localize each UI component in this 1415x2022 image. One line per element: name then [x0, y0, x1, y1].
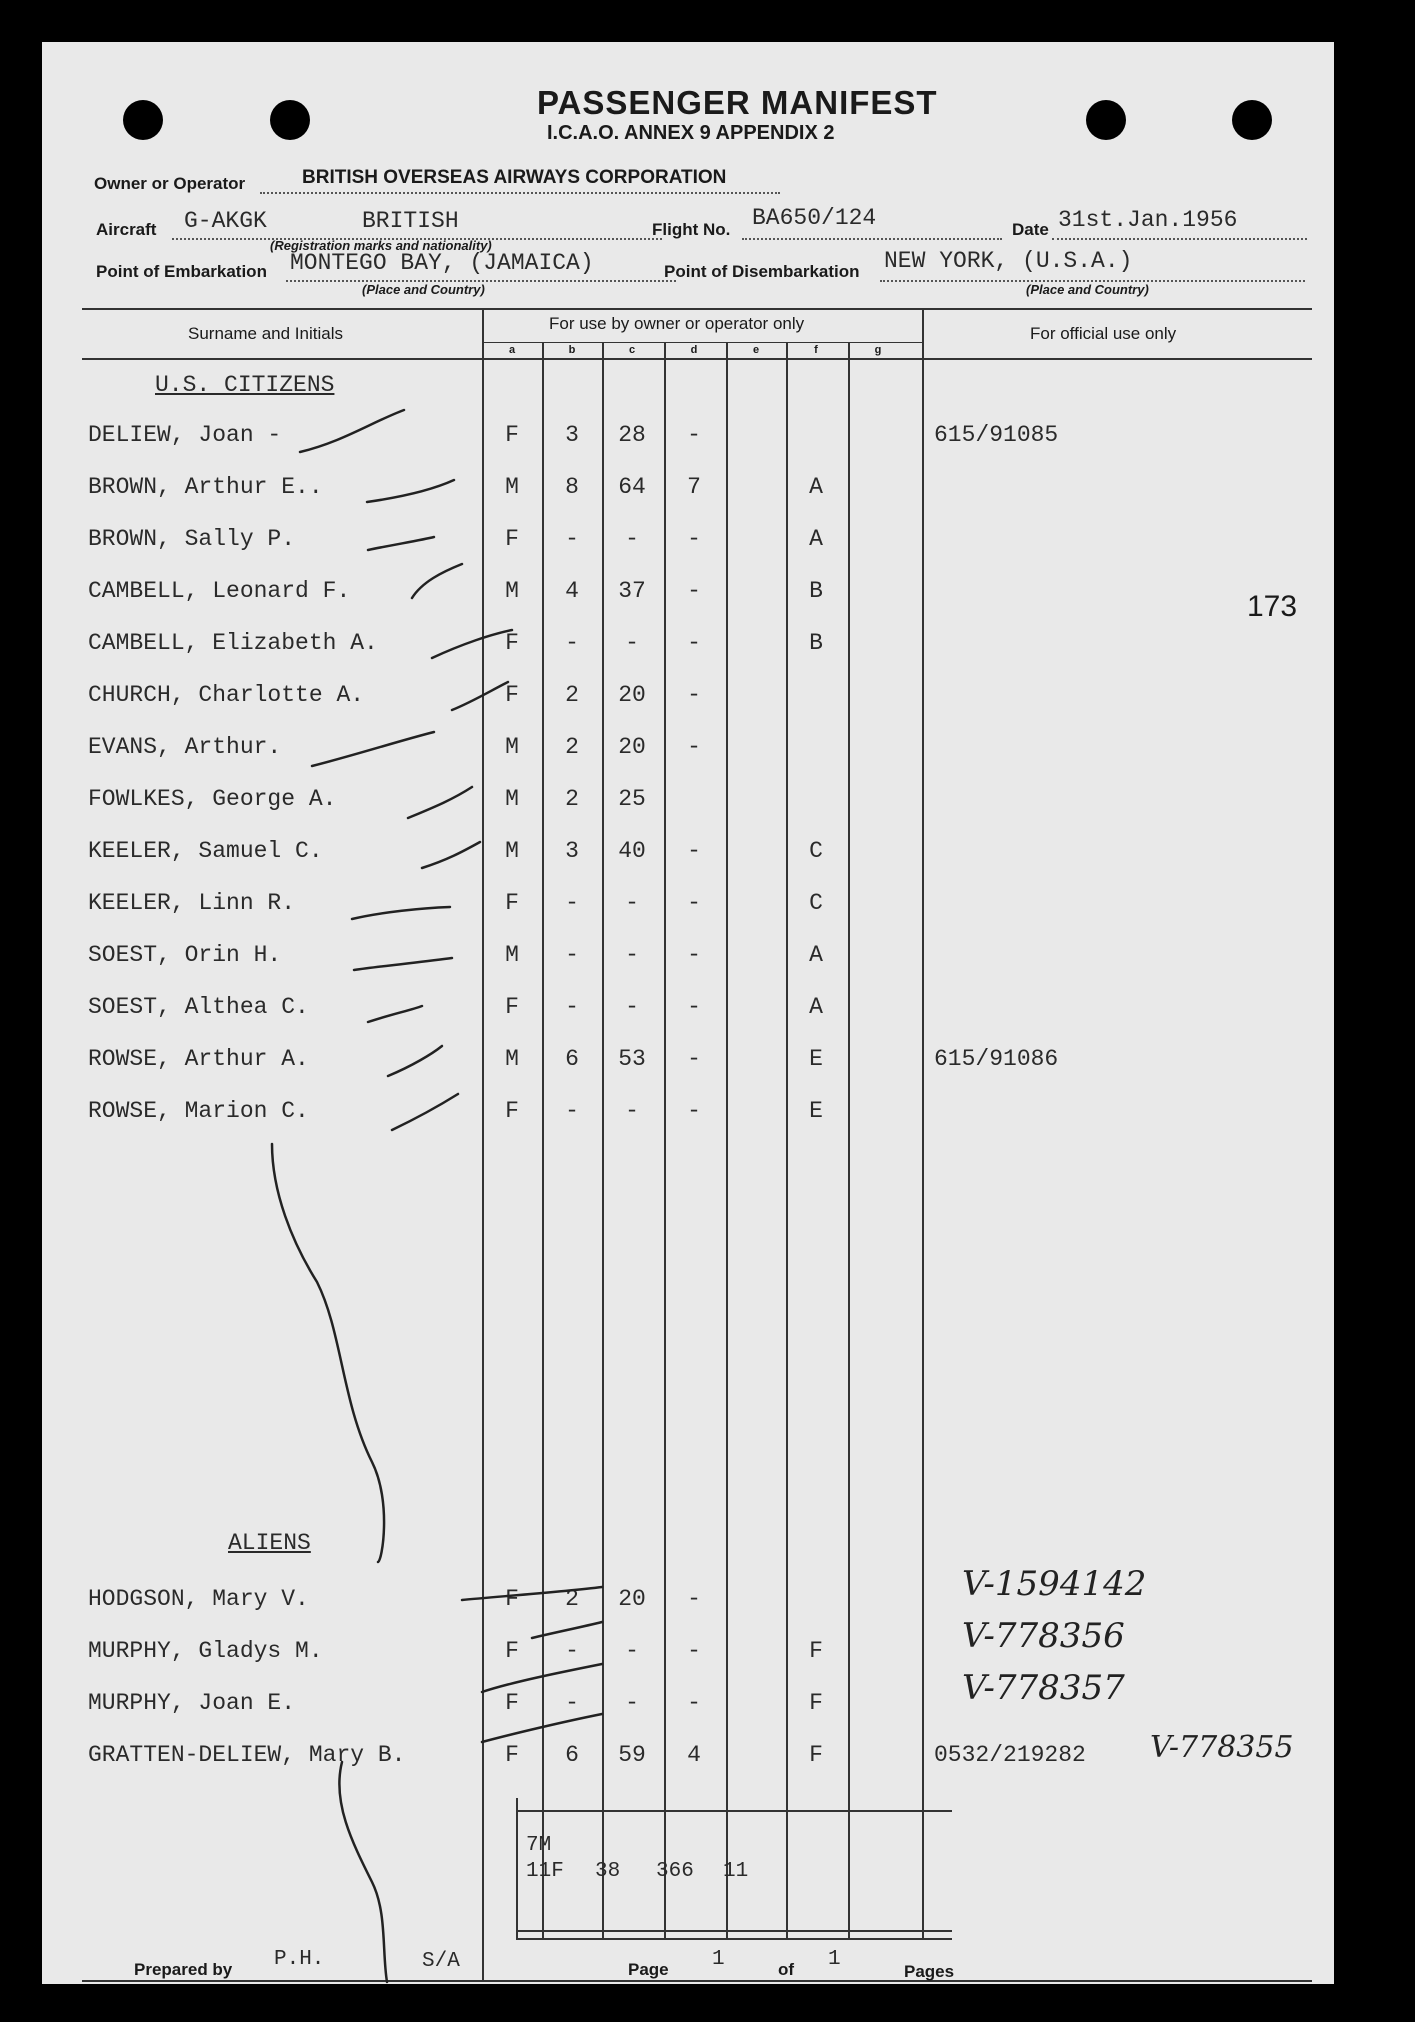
cell-c: - [625, 630, 639, 656]
cell-f: E [809, 1046, 823, 1072]
cell-c: 25 [618, 786, 646, 812]
cell-a: F [505, 1638, 519, 1664]
cell-b: 6 [565, 1046, 579, 1072]
cell-a: F [505, 1742, 519, 1768]
cell-a: F [505, 526, 519, 552]
flight-label: Flight No. [652, 220, 731, 239]
tick-mark-10 [352, 907, 450, 919]
cell-a: M [505, 474, 519, 500]
cell-d: - [687, 1046, 701, 1072]
aircraft-nationality: BRITISH [362, 208, 459, 234]
prepared-label: Prepared by [134, 1960, 233, 1979]
passenger-name: HODGSON, Mary V. [88, 1586, 309, 1612]
cell-c: 20 [618, 682, 646, 708]
of-label: of [778, 1960, 795, 1979]
cell-b: - [565, 526, 579, 552]
cell-d: 7 [687, 474, 701, 500]
disembark-note: (Place and Country) [1026, 282, 1149, 297]
cell-a: M [505, 578, 519, 604]
cell-c: - [625, 1638, 639, 1664]
cell-b: - [565, 1638, 579, 1664]
cell-b: 6 [565, 1742, 579, 1768]
tick-mark-9 [422, 842, 480, 868]
column-letter-c: c [628, 344, 636, 356]
cell-c: - [625, 1098, 639, 1124]
aircraft-note: (Registration marks and nationality) [270, 238, 492, 253]
cell-d: - [687, 734, 701, 760]
cell-f: A [809, 474, 823, 500]
cell-d: - [687, 1586, 701, 1612]
total-b: 38 [595, 1860, 621, 1883]
cell-c: 20 [618, 734, 646, 760]
cell-a: M [505, 942, 519, 968]
cell-a: F [505, 1690, 519, 1716]
date-label: Date [1012, 220, 1049, 239]
cell-c: - [625, 942, 639, 968]
disembark-label: Point of Disembarkation [664, 262, 860, 281]
total-d: 11 [723, 1860, 749, 1883]
passenger-name: MURPHY, Gladys M. [88, 1638, 323, 1664]
column-letter-f: f [814, 344, 818, 356]
cell-b: 4 [565, 578, 579, 604]
embark-note: (Place and Country) [362, 282, 485, 297]
strike-alien-1 [462, 1587, 602, 1600]
cell-c: 64 [618, 474, 646, 500]
bracket-curve-us [272, 1144, 384, 1562]
tick-mark-11 [354, 958, 452, 970]
page-value: 1 [712, 1948, 725, 1971]
passenger-name: MURPHY, Joan E. [88, 1690, 296, 1716]
tick-mark-3 [368, 537, 434, 550]
passenger-name: KEELER, Samuel C. [88, 838, 323, 864]
official-ref: 615/91085 [934, 422, 1059, 448]
passenger-name: SOEST, Orin H. [88, 942, 282, 968]
date-value: 31st.Jan.1956 [1058, 207, 1238, 233]
cell-c: 37 [618, 578, 646, 604]
cell-a: F [505, 630, 519, 656]
cell-f: C [809, 890, 823, 916]
passenger-name: GRATTEN-DELIEW, Mary B. [88, 1742, 406, 1768]
cell-c: - [625, 994, 639, 1020]
cell-b: 8 [565, 474, 579, 500]
cell-d: 4 [687, 1742, 701, 1768]
cell-b: - [565, 890, 579, 916]
cell-a: M [505, 838, 519, 864]
tick-mark-1 [300, 410, 404, 452]
passenger-name: BROWN, Sally P. [88, 526, 296, 552]
section-us-citizens: U.S. CITIZENS [155, 372, 335, 398]
cell-a: F [505, 682, 519, 708]
cell-c: - [625, 890, 639, 916]
tick-mark-6 [452, 682, 508, 710]
passenger-name: SOEST, Althea C. [88, 994, 309, 1020]
cell-a: F [505, 994, 519, 1020]
tick-mark-4 [412, 564, 462, 598]
cell-f: F [809, 1742, 823, 1768]
passenger-name: EVANS, Arthur. [88, 734, 282, 760]
col-official-header: For official use only [1030, 324, 1177, 343]
passenger-name: CAMBELL, Elizabeth A. [88, 630, 378, 656]
cell-f: B [809, 630, 823, 656]
col-name-header: Surname and Initials [188, 324, 343, 343]
column-letter-e: e [752, 344, 760, 356]
tick-mark-14 [392, 1094, 458, 1130]
cell-b: 3 [565, 422, 579, 448]
total-males: 7M [526, 1834, 552, 1857]
column-letter-d: d [690, 344, 698, 356]
cell-a: M [505, 1046, 519, 1072]
cell-b: 2 [565, 682, 579, 708]
cell-d: - [687, 1690, 701, 1716]
cell-b: - [565, 1690, 579, 1716]
pen-marks [42, 42, 1334, 1984]
cell-d: - [687, 630, 701, 656]
strike-alien-3 [482, 1664, 602, 1692]
tick-mark-2 [367, 480, 454, 502]
page-title: PASSENGER MANIFEST [537, 84, 938, 121]
cell-a: M [505, 786, 519, 812]
cell-c: - [625, 526, 639, 552]
cell-c: 20 [618, 1586, 646, 1612]
cell-f: C [809, 838, 823, 864]
cell-a: M [505, 734, 519, 760]
tick-mark-12 [368, 1006, 422, 1022]
prepared-value: P.H. [274, 1948, 325, 1971]
cell-b: - [565, 994, 579, 1020]
cell-d: - [687, 890, 701, 916]
column-letter-a: a [508, 344, 516, 356]
cell-f: A [809, 526, 823, 552]
prepared-extra: S/A [422, 1950, 460, 1973]
cell-f: B [809, 578, 823, 604]
total-females: 11F [526, 1860, 564, 1883]
passenger-name: CHURCH, Charlotte A. [88, 682, 365, 708]
visa-number: V-778357 [962, 1668, 1125, 1708]
column-letter-g: g [874, 344, 882, 356]
cell-d: - [687, 682, 701, 708]
bracket-curve-aliens [339, 1762, 387, 1982]
cell-d: - [687, 578, 701, 604]
cell-c: - [625, 1690, 639, 1716]
page-label: Page [628, 1960, 669, 1979]
page-subtitle: I.C.A.O. ANNEX 9 APPENDIX 2 [547, 122, 835, 144]
cell-c: 53 [618, 1046, 646, 1072]
cell-a: F [505, 1098, 519, 1124]
pages-label: Pages [904, 1962, 955, 1981]
passenger-name: DELIEW, Joan - [88, 422, 282, 448]
cell-f: F [809, 1690, 823, 1716]
strike-alien-2 [532, 1622, 602, 1638]
cell-d: - [687, 942, 701, 968]
owner-value: BRITISH OVERSEAS AIRWAYS CORPORATION [302, 167, 727, 188]
embark-value: MONTEGO BAY, (JAMAICA) [290, 250, 594, 276]
aircraft-reg: G-AKGK [184, 208, 267, 234]
cell-c: 59 [618, 1742, 646, 1768]
official-ref: 0532/219282 [934, 1742, 1086, 1768]
tick-mark-7 [312, 732, 434, 766]
passenger-name: ROWSE, Marion C. [88, 1098, 309, 1124]
section-aliens: ALIENS [228, 1530, 311, 1556]
of-value: 1 [828, 1948, 841, 1971]
cell-a: F [505, 1586, 519, 1612]
cell-b: 2 [565, 1586, 579, 1612]
visa-number: V-1594142 [962, 1564, 1147, 1604]
passenger-name: ROWSE, Arthur A. [88, 1046, 309, 1072]
cell-d: - [687, 1638, 701, 1664]
cell-f: E [809, 1098, 823, 1124]
tick-mark-13 [388, 1046, 442, 1076]
total-c: 366 [656, 1860, 694, 1883]
passenger-name: BROWN, Arthur E.. [88, 474, 323, 500]
visa-number: V-778355 [1150, 1730, 1294, 1765]
cell-d: - [687, 422, 701, 448]
column-letter-b: b [568, 344, 576, 356]
disembark-value: NEW YORK, (U.S.A.) [884, 248, 1133, 274]
aircraft-label: Aircraft [96, 220, 157, 239]
cell-b: 3 [565, 838, 579, 864]
cell-f: A [809, 942, 823, 968]
strike-alien-4 [482, 1714, 602, 1742]
cell-b: 2 [565, 786, 579, 812]
cell-b: - [565, 942, 579, 968]
passenger-name: KEELER, Linn R. [88, 890, 296, 916]
visa-number: V-778356 [962, 1616, 1125, 1656]
passenger-name: CAMBELL, Leonard F. [88, 578, 351, 604]
passenger-name: FOWLKES, George A. [88, 786, 337, 812]
cell-a: F [505, 890, 519, 916]
cell-f: A [809, 994, 823, 1020]
cell-d: - [687, 994, 701, 1020]
cell-a: F [505, 422, 519, 448]
cell-c: 40 [618, 838, 646, 864]
tick-mark-5 [432, 630, 512, 658]
cell-c: 28 [618, 422, 646, 448]
official-ref: 615/91086 [934, 1046, 1059, 1072]
manifest-sheet [42, 42, 1334, 1984]
cell-b: - [565, 630, 579, 656]
cell-f: F [809, 1638, 823, 1664]
embark-label: Point of Embarkation [96, 262, 267, 281]
tick-mark-8 [408, 787, 472, 818]
side-number: 173 [1247, 590, 1298, 623]
col-owner-header: For use by owner or operator only [549, 314, 805, 333]
cell-b: 2 [565, 734, 579, 760]
cell-b: - [565, 1098, 579, 1124]
cell-d: - [687, 526, 701, 552]
flight-value: BA650/124 [752, 205, 877, 231]
cell-d: - [687, 1098, 701, 1124]
cell-d: - [687, 838, 701, 864]
owner-label: Owner or Operator [94, 174, 246, 193]
